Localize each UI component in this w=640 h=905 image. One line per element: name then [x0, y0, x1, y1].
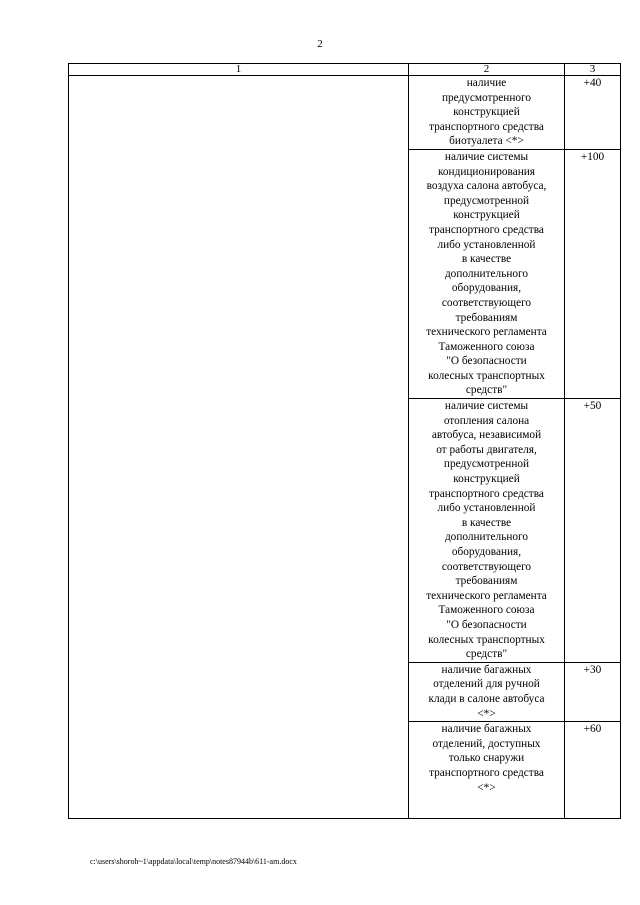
column-header-1: 1	[69, 64, 409, 76]
score-cell	[565, 722, 621, 819]
score-value: +100	[580, 150, 605, 163]
criteria-table	[68, 63, 621, 819]
condition-cell	[409, 662, 565, 721]
condition-cell	[409, 722, 565, 819]
table-header-row	[69, 64, 621, 76]
score-value: +30	[583, 663, 602, 676]
footer-file-path: c:\users\shoroh~1\appdata\local\temp\notes87944b\611-am.docx	[90, 857, 297, 866]
condition-text: наличие системы отопления салона автобуса, независимой от работы двигателя, предусмотренной конструкцией транспортного средства либо установленной в качестве дополнительного оборудования, соответствующего требованиям технического регламента Таможенного союза "О безопасности колесных транспортных средств"	[426, 400, 547, 661]
score-value: +60	[583, 723, 602, 736]
criterion-group-cell	[69, 76, 409, 819]
column-header-2: 2	[409, 64, 565, 76]
score-cell	[565, 399, 621, 663]
column-header-3: 3	[565, 64, 621, 76]
score-value: +50	[583, 400, 602, 413]
page-number: 2	[317, 38, 323, 50]
score-cell	[565, 149, 621, 398]
table-row	[69, 76, 621, 150]
condition-text: наличие багажных отделений для ручной клади в салоне автобуса <*>	[428, 663, 545, 720]
condition-cell	[409, 149, 565, 398]
condition-text: наличие багажных отделений, доступных только снаружи транспортного средства <*>	[429, 723, 544, 794]
condition-cell	[409, 76, 565, 150]
condition-cell	[409, 399, 565, 663]
condition-text: наличие предусмотренного конструкцией транспортного средства биотуалета <*>	[429, 77, 544, 148]
score-value: +40	[583, 77, 602, 89]
condition-text: наличие системы кондиционирования воздуха салона автобуса, предусмотренной конструкцией транспортного средства либо установленной в качестве дополнительного оборудования, соответствующего требованиям технического регламента Таможенного союза "О безопасности колесных транспортных средств"	[426, 150, 547, 397]
score-cell	[565, 662, 621, 721]
score-cell	[565, 76, 621, 150]
